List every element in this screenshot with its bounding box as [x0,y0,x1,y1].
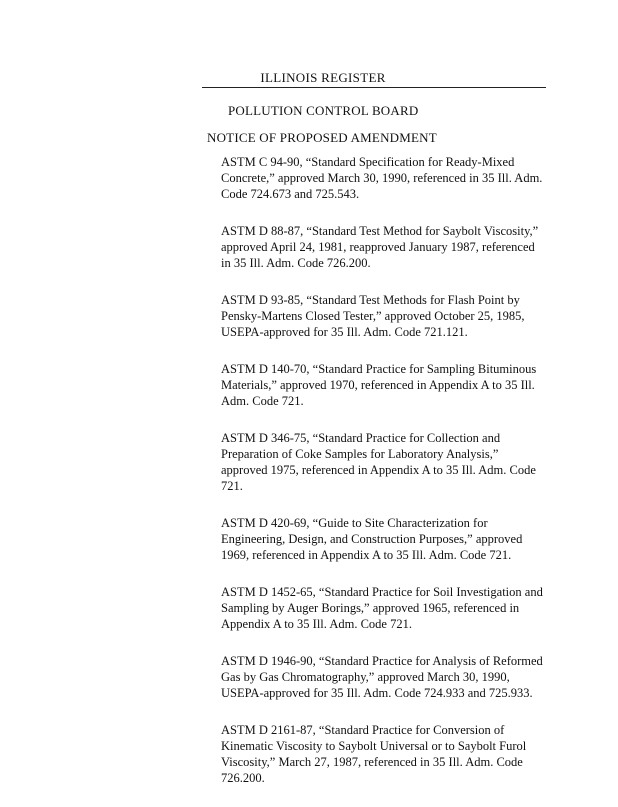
reference-entry: ASTM D 140-70, “Standard Practice for Sampling Bituminous Materials,” approved 1970, referenced in Appendix A to 35 Ill. Adm. Code 721. [221,362,537,408]
notice-heading: NOTICE OF PROPOSED AMENDMENT [207,130,437,145]
reference-entry: ASTM D 88-87, “Standard Test Method for Saybolt Viscosity,” approved April 24, 1981, reapproved January 1987, referenced in 35 Ill. Adm. Code 726.200. [221,224,539,270]
board-name: POLLUTION CONTROL BOARD [228,103,419,118]
register-title: ILLINOIS REGISTER [260,70,386,85]
reference-entry: ASTM D 93-85, “Standard Test Methods for Flash Point by Pensky-Martens Closed Tester,” approved October 25, 1985, USEPA-approved for 35 Ill. Adm. Code 721.121. [221,293,525,339]
reference-entry: ASTM D 420-69, “Guide to Site Characterization for Engineering, Design, and Construction Purposes,” approved 1969, referenced in Appendix A to 35 Ill. Adm. Code 721. [221,516,523,562]
reference-entry: ASTM D 2161-87, “Standard Practice for Conversion of Kinematic Viscosity to Saybolt Universal or to Saybolt Furol Viscosity,” March 27, 1987, referenced in 35 Ill. Adm. Code 726.200. [221,723,527,785]
reference-entry: ASTM D 1946-90, “Standard Practice for Analysis of Reformed Gas by Gas Chromatography,” approved March 30, 1990, USEPA-approved for 35 Ill. Adm. Code 724.933 and 725.933. [221,654,543,700]
reference-list [221,154,546,807]
reference-entry: ASTM D 1452-65, “Standard Practice for Soil Investigation and Sampling by Auger Borings,” approved 1965, referenced in Appendix A to 35 Ill. Adm. Code 721. [221,585,543,631]
reference-entry: ASTM C 94-90, “Standard Specification for Ready-Mixed Concrete,” approved March 30, 1990, referenced in 35 Ill. Adm. Code 724.673 and 725.543. [221,155,543,201]
header-divider [202,87,546,88]
reference-entry: ASTM D 346-75, “Standard Practice for Collection and Preparation of Coke Samples for Laboratory Analysis,” approved 1975, referenced in Appendix A to 35 Ill. Adm. Code 721. [221,431,536,493]
